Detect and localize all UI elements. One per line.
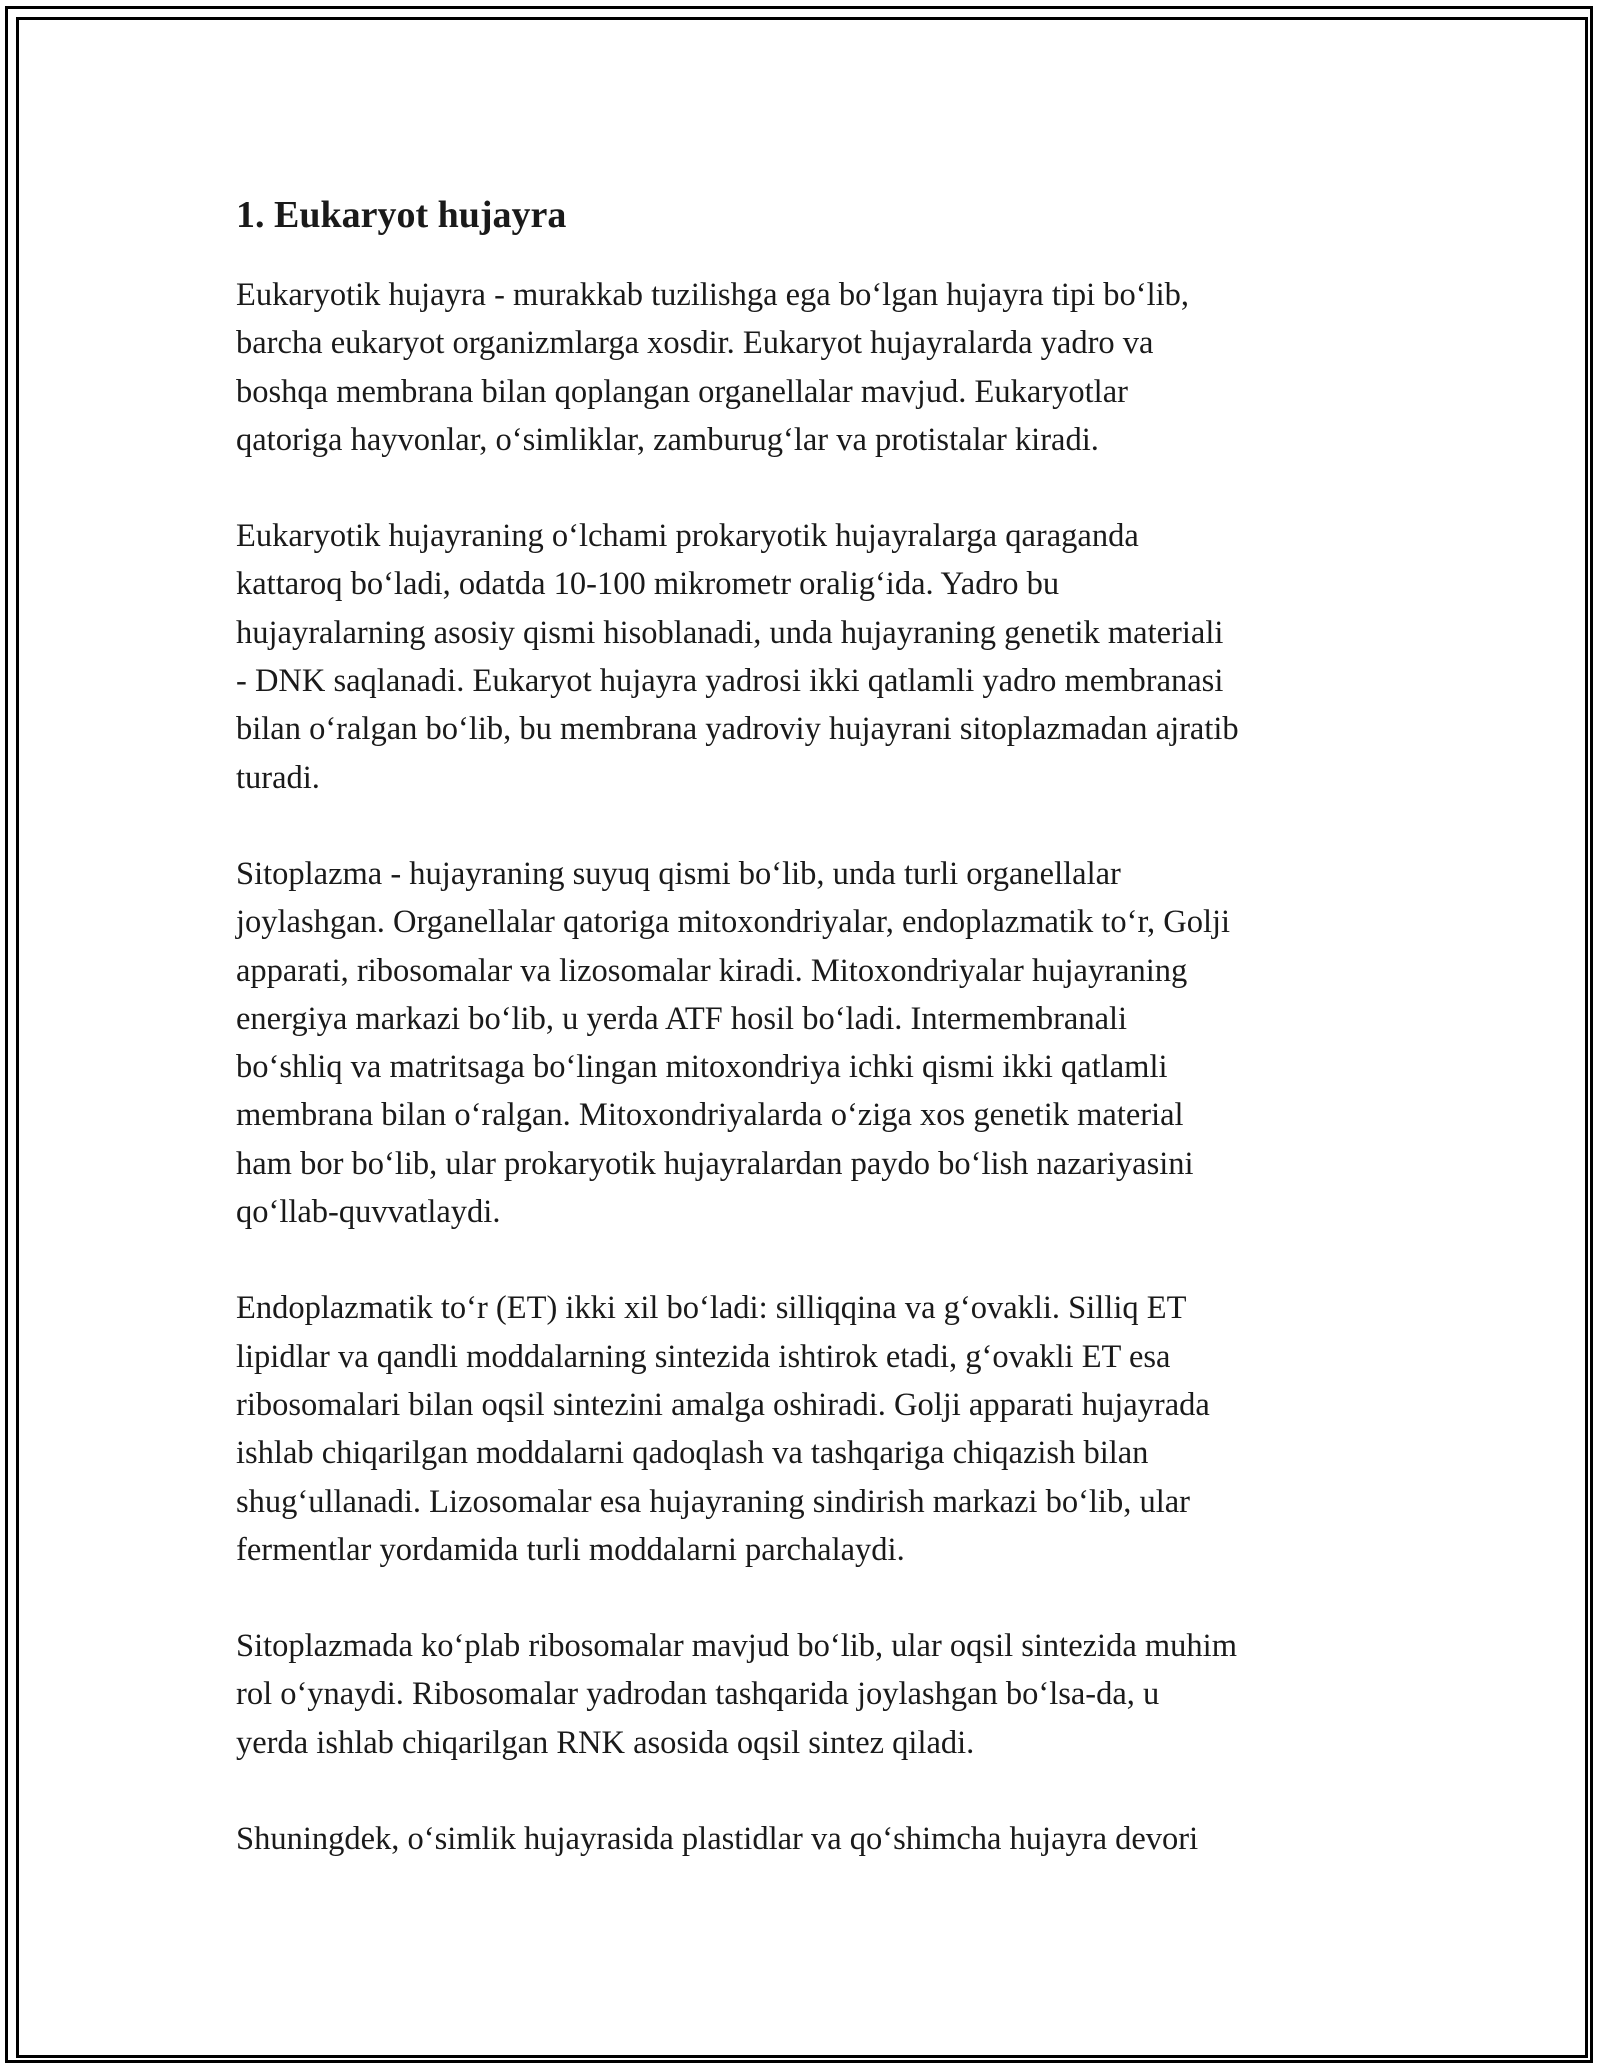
paragraph-6: Shuningdek, o‘simlik hujayrasida plastidlar va qo‘shimcha hujayra devori (236, 1821, 1199, 1858)
paragraph-1: Eukaryotik hujayra - murakkab tuzilishga ega bo‘lgan hujayra tipi bo‘lib, barcha eukaryot organizmlarga xosdir. Eukaryot hujayralarda yadro va boshqa membrana bilan qoplangan organellalar mavjud. Eukaryotlar qatoriga hayvonlar, o‘simliklar, zamburug‘lar va protistalar kiradi. (236, 277, 1190, 458)
paragraph-4: Endoplazmatik to‘r (ET) ikki xil bo‘ladi: silliqqina va g‘ovakli. Silliq ET lipidlar va qandli moddalarning sintezida ishtirok etadi, g‘ovakli ET esa ribosomalari bilan oqsil sintezini amalga oshiradi. Golji apparati hujayrada ishlab chiqarilgan moddalarni qadoqlash va tashqariga chiqazish bilan shug‘ullanadi. Lizosomalar esa hujayraning sindirish markazi bo‘lib, ular fermentlar yordamida turli moddalarni parchalaydi. (236, 1290, 1210, 1568)
document-body (236, 185, 1386, 1911)
paragraph-5: Sitoplazmada ko‘plab ribosomalar mavjud bo‘lib, ular oqsil sintezida muhim rol o‘ynaydi. Ribosomalar yadrodan tashqarida joylashgan bo‘lsa-da, u yerda ishlab chiqarilgan RNK asosida oqsil sintez qiladi. (236, 1628, 1237, 1761)
section-heading: 1. Eukaryot hujayra (236, 194, 567, 236)
paragraph-3: Sitoplazma - hujayraning suyuq qismi bo‘lib, unda turli organellalar joylashgan. Organellalar qatoriga mitoxondriyalar, endoplazmatik to‘r, Golji apparati, ribosomalar va lizosomalar kiradi. Mitoxondriyalar hujayraning energiya markazi bo‘lib, u yerda ATF hosil bo‘ladi. Intermembranali bo‘shliq va matritsaga bo‘lingan mitoxondriya ichki qismi ikki qatlamli membrana bilan o‘ralgan. Mitoxondriyalarda o‘ziga xos genetik material ham bor bo‘lib, ular prokaryotik hujayralardan paydo bo‘lish nazariyasini qo‘llab-quvvatlaydi. (236, 855, 1231, 1231)
paragraph-2: Eukaryotik hujayraning o‘lchami prokaryotik hujayralarga qaraganda kattaroq bo‘ladi, odatda 10-100 mikrometr oralig‘ida. Yadro bu hujayralarning asosiy qismi hisoblanadi, unda hujayraning genetik materiali - DNK saqlanadi. Eukaryot hujayra yadrosi ikki qatlamli yadro membranasi bilan o‘ralgan bo‘lib, bu membrana yadroviy hujayrani sitoplazmadan ajratib turadi. (236, 518, 1239, 796)
